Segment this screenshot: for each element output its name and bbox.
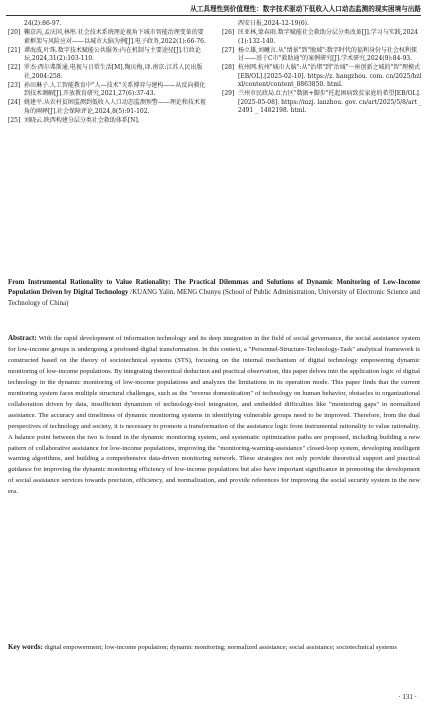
references-right-column bbox=[222, 20, 422, 126]
abstract-label: Abstract: bbox=[8, 334, 37, 342]
reference-number: [20] bbox=[8, 29, 21, 36]
reference-item bbox=[222, 47, 422, 64]
reference-item bbox=[8, 47, 208, 64]
keywords-label: Key words: bbox=[8, 643, 43, 651]
keywords-text: digital empowerment; low-income population; dynamic monitoring; normalized assistance; social assistance; sociotechnical systems bbox=[44, 644, 397, 651]
reference-number: [27] bbox=[222, 46, 235, 54]
header-rule bbox=[6, 15, 421, 16]
abstract bbox=[8, 333, 420, 498]
references bbox=[8, 20, 422, 126]
reference-item bbox=[222, 64, 422, 90]
authors-en: /KUANG Yalin, MENG Chunyu bbox=[130, 289, 221, 297]
reference-number: [29] bbox=[222, 90, 235, 97]
reference-number: [22] bbox=[8, 64, 21, 71]
reference-text: 兰州市民政局.红古区"数据+脚步"托起困病致贫家庭的希望[EB/OL].[2025-05-08]. https://mzj. lanzhou. gov. cn/art/2025/5/8/art _ 2491 _ 1482198. html. bbox=[238, 90, 422, 114]
reference-text: 谭海波,叶珠.数字技术赋能公共服务:内在机制与主要途径[J].行政论坛,2024,31(2):103-110. bbox=[24, 46, 201, 62]
reference-number: [26] bbox=[222, 29, 235, 36]
reference-item bbox=[8, 29, 208, 46]
affiliation-en: (School of Public Administration, University of Electronic Science and Technology of China) bbox=[8, 289, 420, 307]
reference-item bbox=[222, 90, 422, 116]
reference-text: 杨立雄,刘曦言.从"情景"到"脱域":数字时代的福利身份与社会权利探讨——基于C市"救助通"的案例研究[J].学术研究,2024(9):84-93. bbox=[238, 46, 417, 62]
running-header: 从工具理性到价值理性：数字技术驱动下低收入人口动态监测的现实困境与出路 bbox=[190, 5, 421, 13]
reference-item bbox=[8, 99, 208, 116]
reference-number: [25] bbox=[8, 116, 21, 124]
reference-item bbox=[8, 117, 208, 126]
reference-item bbox=[8, 64, 208, 81]
abstract-text: With the rapid development of information technology and its deep integration in the field of social governance, the social assistance system for low-income groups is undergoing a profound digital transformation. In this context, a "Personnel-Structure-Technology-Task" analytical framework is constructed based on the theory of sociotechnical systems (STS), focusing on the internal mechanism of digital technology empowering dynamic monitoring of low-income populations. By integrating theoretical deduction and practical observation, this paper delves into the application logic of digital technology in the dynamic monitoring of low-income populations and analyzes the limitations in its operation mode. This paper finds that the current monitoring system faces multiple structural challenges, such as the "reverse domestication" of technology on human behavior, obstacles to organizational collaboration driven by data, insufficient dynamism of technology-tool integration, and embedded difficulties like "monitoring gaps" in normalized assistance. The accuracy and timeliness of dynamic monitoring systems in identifying vulnerable groups need to be improved. Therefore, from the dual perspectives of technology and society, it is necessary to promote a transformation of the assistance logic from instrumental rationality to value rationality. A balance point between the two is found in the dynamic monitoring system, and systematic optimization paths are proposed, including building a new pattern of collaborative assistance for low-income populations, improving the "monitoring-warning-assistance" closed-loop system, developing intelligent warning algorithms, and building a comprehensive data-driven monitoring network. These strategies not only provide theoretical support and practical guidance for improving the dynamic monitoring efficiency of low-income populations but also have important significance in promoting the development of social assistance services towards precision, efficiency, and normalization, and provide references for improving the social security system in the new era. bbox=[8, 335, 420, 496]
reference-item bbox=[8, 20, 208, 29]
reference-item bbox=[8, 82, 208, 99]
reference-item bbox=[222, 29, 422, 46]
reference-text: 西安日报,2024-12-19(6). bbox=[238, 20, 309, 27]
reference-text: 刘晓云.陕西构建分层分类社会救助体系[N]. bbox=[24, 116, 140, 124]
reference-text: 鞠京芮,孟庆国,林彤.社会技术系统理论视角下城市智能治理变革的要素框架与风险应对——以城市大脑为例[J].电子政务,2022(1):66-76. bbox=[24, 29, 206, 45]
reference-text: 匡亚林,蒙春雨.数字赋能社会救助分层分类改革[J].学习与实践,2024(1):132-140. bbox=[238, 29, 418, 45]
reference-text: 24(2):86-97. bbox=[24, 20, 62, 27]
reference-text: 孙田琳子.人工智能教育中"人—技术"关系博弈与建构——从反向驯化到技术调解[J].开放教育研究,2021,27(6):37-43. bbox=[24, 81, 206, 97]
page-number: · 131 · bbox=[398, 693, 417, 701]
reference-number: [21] bbox=[8, 46, 21, 54]
english-title-block bbox=[8, 278, 420, 309]
keywords bbox=[8, 642, 420, 654]
reference-text: 姚建平.从农村贫困监测到低收入人口动态监测预警——理论和技术视角的阐释[J].社会保障评论,2024,8(5):91-102. bbox=[24, 99, 206, 115]
reference-number: [28] bbox=[222, 64, 235, 71]
paper-title-en: From Instrumental Rationality to Value Rationality: The Practical Dilemmas and Solutions of Dynamic Monitoring of Low-Income Population Driven by Digital Technology bbox=[8, 279, 420, 297]
reference-number: [23] bbox=[8, 81, 21, 89]
references-left-column bbox=[8, 20, 208, 126]
reference-text: 杭州网.杭州"城市大脑":从"治堵"到"治城"一座创新之城的"智"理模式[EB/OL].[2025-02-10]. https://z. hangzhou. com. cn/2025/hzlxl/content/content_8863850. html. bbox=[238, 64, 422, 88]
reference-number: [24] bbox=[8, 99, 21, 106]
reference-text: 罗杰·西尔弗斯通.电视与日常生活[M].陶庆梅,译.南京:江苏人民出版社,2004:258. bbox=[24, 64, 203, 80]
reference-item bbox=[222, 20, 422, 29]
